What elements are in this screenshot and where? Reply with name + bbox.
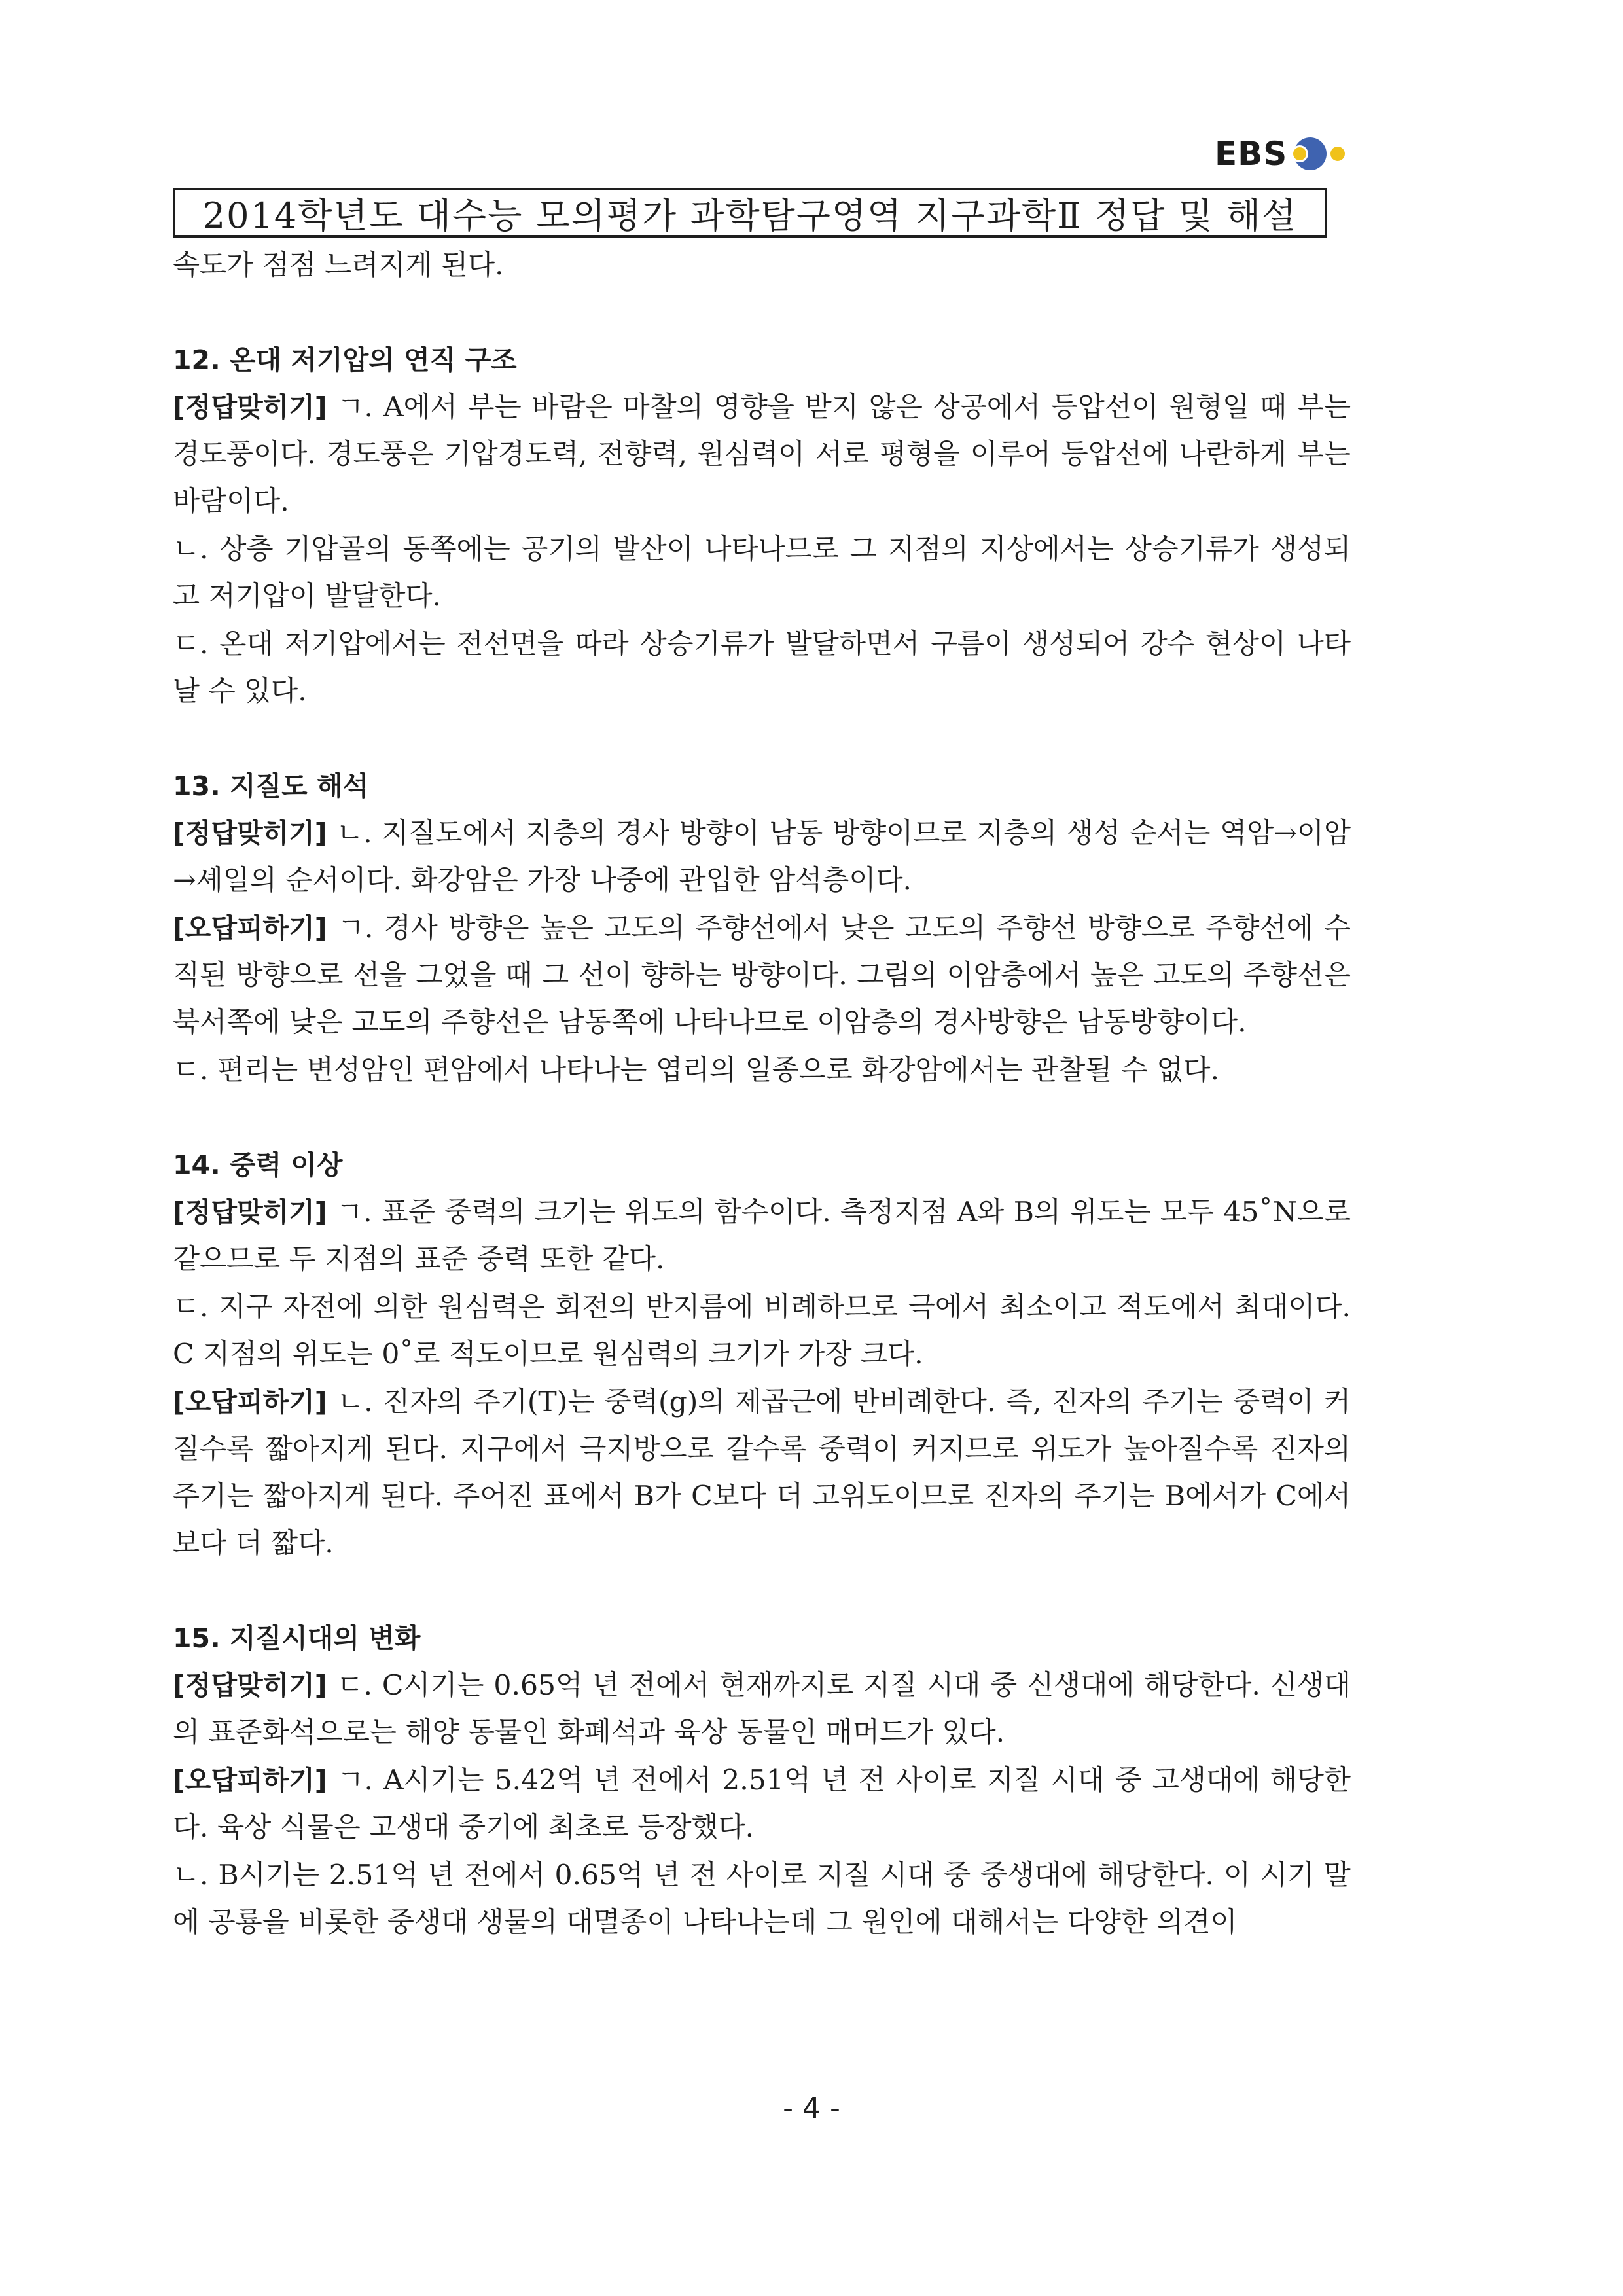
- paragraph-text: ㄱ. A시기는 5.42억 년 전에서 2.51억 년 전 사이로 지질 시대 중 고생대에 해당한다. 육상 식물은 고생대 중기에 최초로 등장했다.: [173, 1765, 1351, 1844]
- question-heading: [173, 1141, 1351, 1189]
- answer-paragraph: [173, 1189, 1351, 1283]
- question-title: . 중력 이상: [210, 1149, 343, 1181]
- question-heading: [173, 762, 1351, 810]
- question-number: 12: [173, 344, 211, 376]
- page-number: - 4 -: [783, 2092, 840, 2125]
- logo-circle: [1294, 137, 1327, 170]
- document-title: 2014학년도 대수능 모의평가 과학탐구영역 지구과학Ⅱ 정답 및 해설: [173, 188, 1327, 238]
- question-heading: [173, 336, 1351, 384]
- paragraph-text: ㄷ. 지구 자전에 의한 원심력은 회전의 반지름에 비례하므로 극에서 최소이고 적도에서 최대이다. C 지점의 위도는 0˚로 적도이므로 원심력의 크기가 가장 크다.: [173, 1291, 1351, 1371]
- section-gap: [173, 1568, 1351, 1615]
- answer-tag: [정답맞히기]: [173, 817, 327, 849]
- paragraph-text: ㄱ. 표준 중력의 크기는 위도의 함수이다. 측정지점 A와 B의 위도는 모두 45˚N으로 같으므로 두 지점의 표준 중력 또한 같다.: [173, 1196, 1351, 1276]
- question-heading: [173, 1615, 1351, 1662]
- answer-paragraph: [173, 1283, 1351, 1378]
- section-gap: [173, 715, 1351, 762]
- paragraph-text: ㄴ. 지질도에서 지층의 경사 방향이 남동 방향이므로 지층의 생성 순서는 역암→이암→셰일의 순서이다. 화강암은 가장 나중에 관입한 암석층이다.: [173, 817, 1351, 897]
- question-number: 15: [173, 1623, 211, 1654]
- answer-tag: [오답피하기]: [173, 1386, 327, 1418]
- question-title: . 지질도 해석: [210, 770, 369, 802]
- answer-paragraph: [173, 1852, 1351, 1946]
- intro-line: 속도가 점점 느려지게 된다.: [173, 249, 504, 281]
- paragraph-text: ㄷ. 편리는 변성암인 편암에서 나타나는 엽리의 일종으로 화강암에서는 관찰될 수 없다.: [173, 1054, 1220, 1086]
- answer-tag: [정답맞히기]: [173, 1196, 327, 1228]
- paragraph-text: ㄴ. 상층 기압골의 동쪽에는 공기의 발산이 나타나므로 그 지점의 지상에서는 상승기류가 생성되고 저기압이 발달한다.: [173, 533, 1351, 613]
- answer-tag: [오답피하기]: [173, 912, 327, 944]
- answer-paragraph: [173, 905, 1351, 1047]
- question-title: . 지질시대의 변화: [210, 1623, 421, 1654]
- section-gap: [173, 1094, 1351, 1141]
- ebs-logo: [1215, 135, 1345, 173]
- paragraph-text: ㄴ. B시기는 2.51억 년 전에서 0.65억 년 전 사이로 지질 시대 중 중생대에 해당한다. 이 시기 말에 공룡을 비롯한 중생대 생물의 대멸종이 나타나는데 그 원인에 대해서는 다양한 의견이: [173, 1859, 1351, 1939]
- paragraph-text: ㄷ. 온대 저기압에서는 전선면을 따라 상승기류가 발달하면서 구름이 생성되어 강수 현상이 나타날 수 있다.: [173, 628, 1351, 708]
- question-15: [173, 1615, 1351, 1946]
- answer-paragraph: [173, 1757, 1351, 1852]
- question-number: 14: [173, 1149, 211, 1181]
- answer-paragraph: [173, 384, 1351, 526]
- answer-paragraph: [173, 620, 1351, 715]
- answer-paragraph: [173, 1662, 1351, 1757]
- answer-paragraph: [173, 1378, 1351, 1568]
- question-13: [173, 762, 1351, 1094]
- paragraph-text: ㄱ. 경사 방향은 높은 고도의 주향선에서 낮은 고도의 주향선 방향으로 주향선에 수직된 방향으로 선을 그었을 때 그 선이 향하는 방향이다. 그림의 이암층에서 높은 고도의 주향선은 북서쪽에 낮은 고도의 주향선은 남동쪽에 나타나므로 이암층의 경사방향은 남동방향이다.: [173, 912, 1351, 1039]
- paragraph-text: ㄴ. 진자의 주기(T)는 중력(g)의 제곱근에 반비례한다. 즉, 진자의 주기는 중력이 커질수록 짧아지게 된다. 지구에서 극지방으로 갈수록 중력이 커지므로 위도가 높아질수록 진자의 주기는 짧아지게 된다. 주어진 표에서 B가 C보다 더 고위도이므로 진자의 주기는 B에서가 C에서보다 더 짧다.: [173, 1386, 1351, 1560]
- answer-tag: [정답맞히기]: [173, 1670, 327, 1701]
- question-14: [173, 1141, 1351, 1568]
- paragraph-text: ㄱ. A에서 부는 바람은 마찰의 영향을 받지 않은 상공에서 등압선이 원형일 때 부는 경도풍이다. 경도풍은 기압경도력, 전향력, 원심력이 서로 평형을 이루어 등압선에 나란하게 부는 바람이다.: [173, 391, 1351, 518]
- question-12: [173, 336, 1351, 715]
- answer-tag: [오답피하기]: [173, 1765, 327, 1796]
- document-body: [173, 242, 1351, 1946]
- paragraph-text: ㄷ. C시기는 0.65억 년 전에서 현재까지로 지질 시대 중 신생대에 해당한다. 신생대의 표준화석으로는 해양 동물인 화폐석과 육상 동물인 매머드가 있다.: [173, 1670, 1351, 1749]
- answer-paragraph: [173, 810, 1351, 905]
- answer-paragraph: [173, 1047, 1351, 1094]
- logo-dot: [1330, 147, 1345, 161]
- section-gap: [173, 289, 1351, 336]
- question-number: 13: [173, 770, 211, 802]
- answer-tag: [정답맞히기]: [173, 391, 327, 423]
- answer-paragraph: [173, 526, 1351, 620]
- question-title: . 온대 저기압의 연직 구조: [210, 344, 517, 376]
- logo-text: EBS: [1215, 135, 1288, 173]
- ebs-circle-logo-icon: [1294, 137, 1345, 170]
